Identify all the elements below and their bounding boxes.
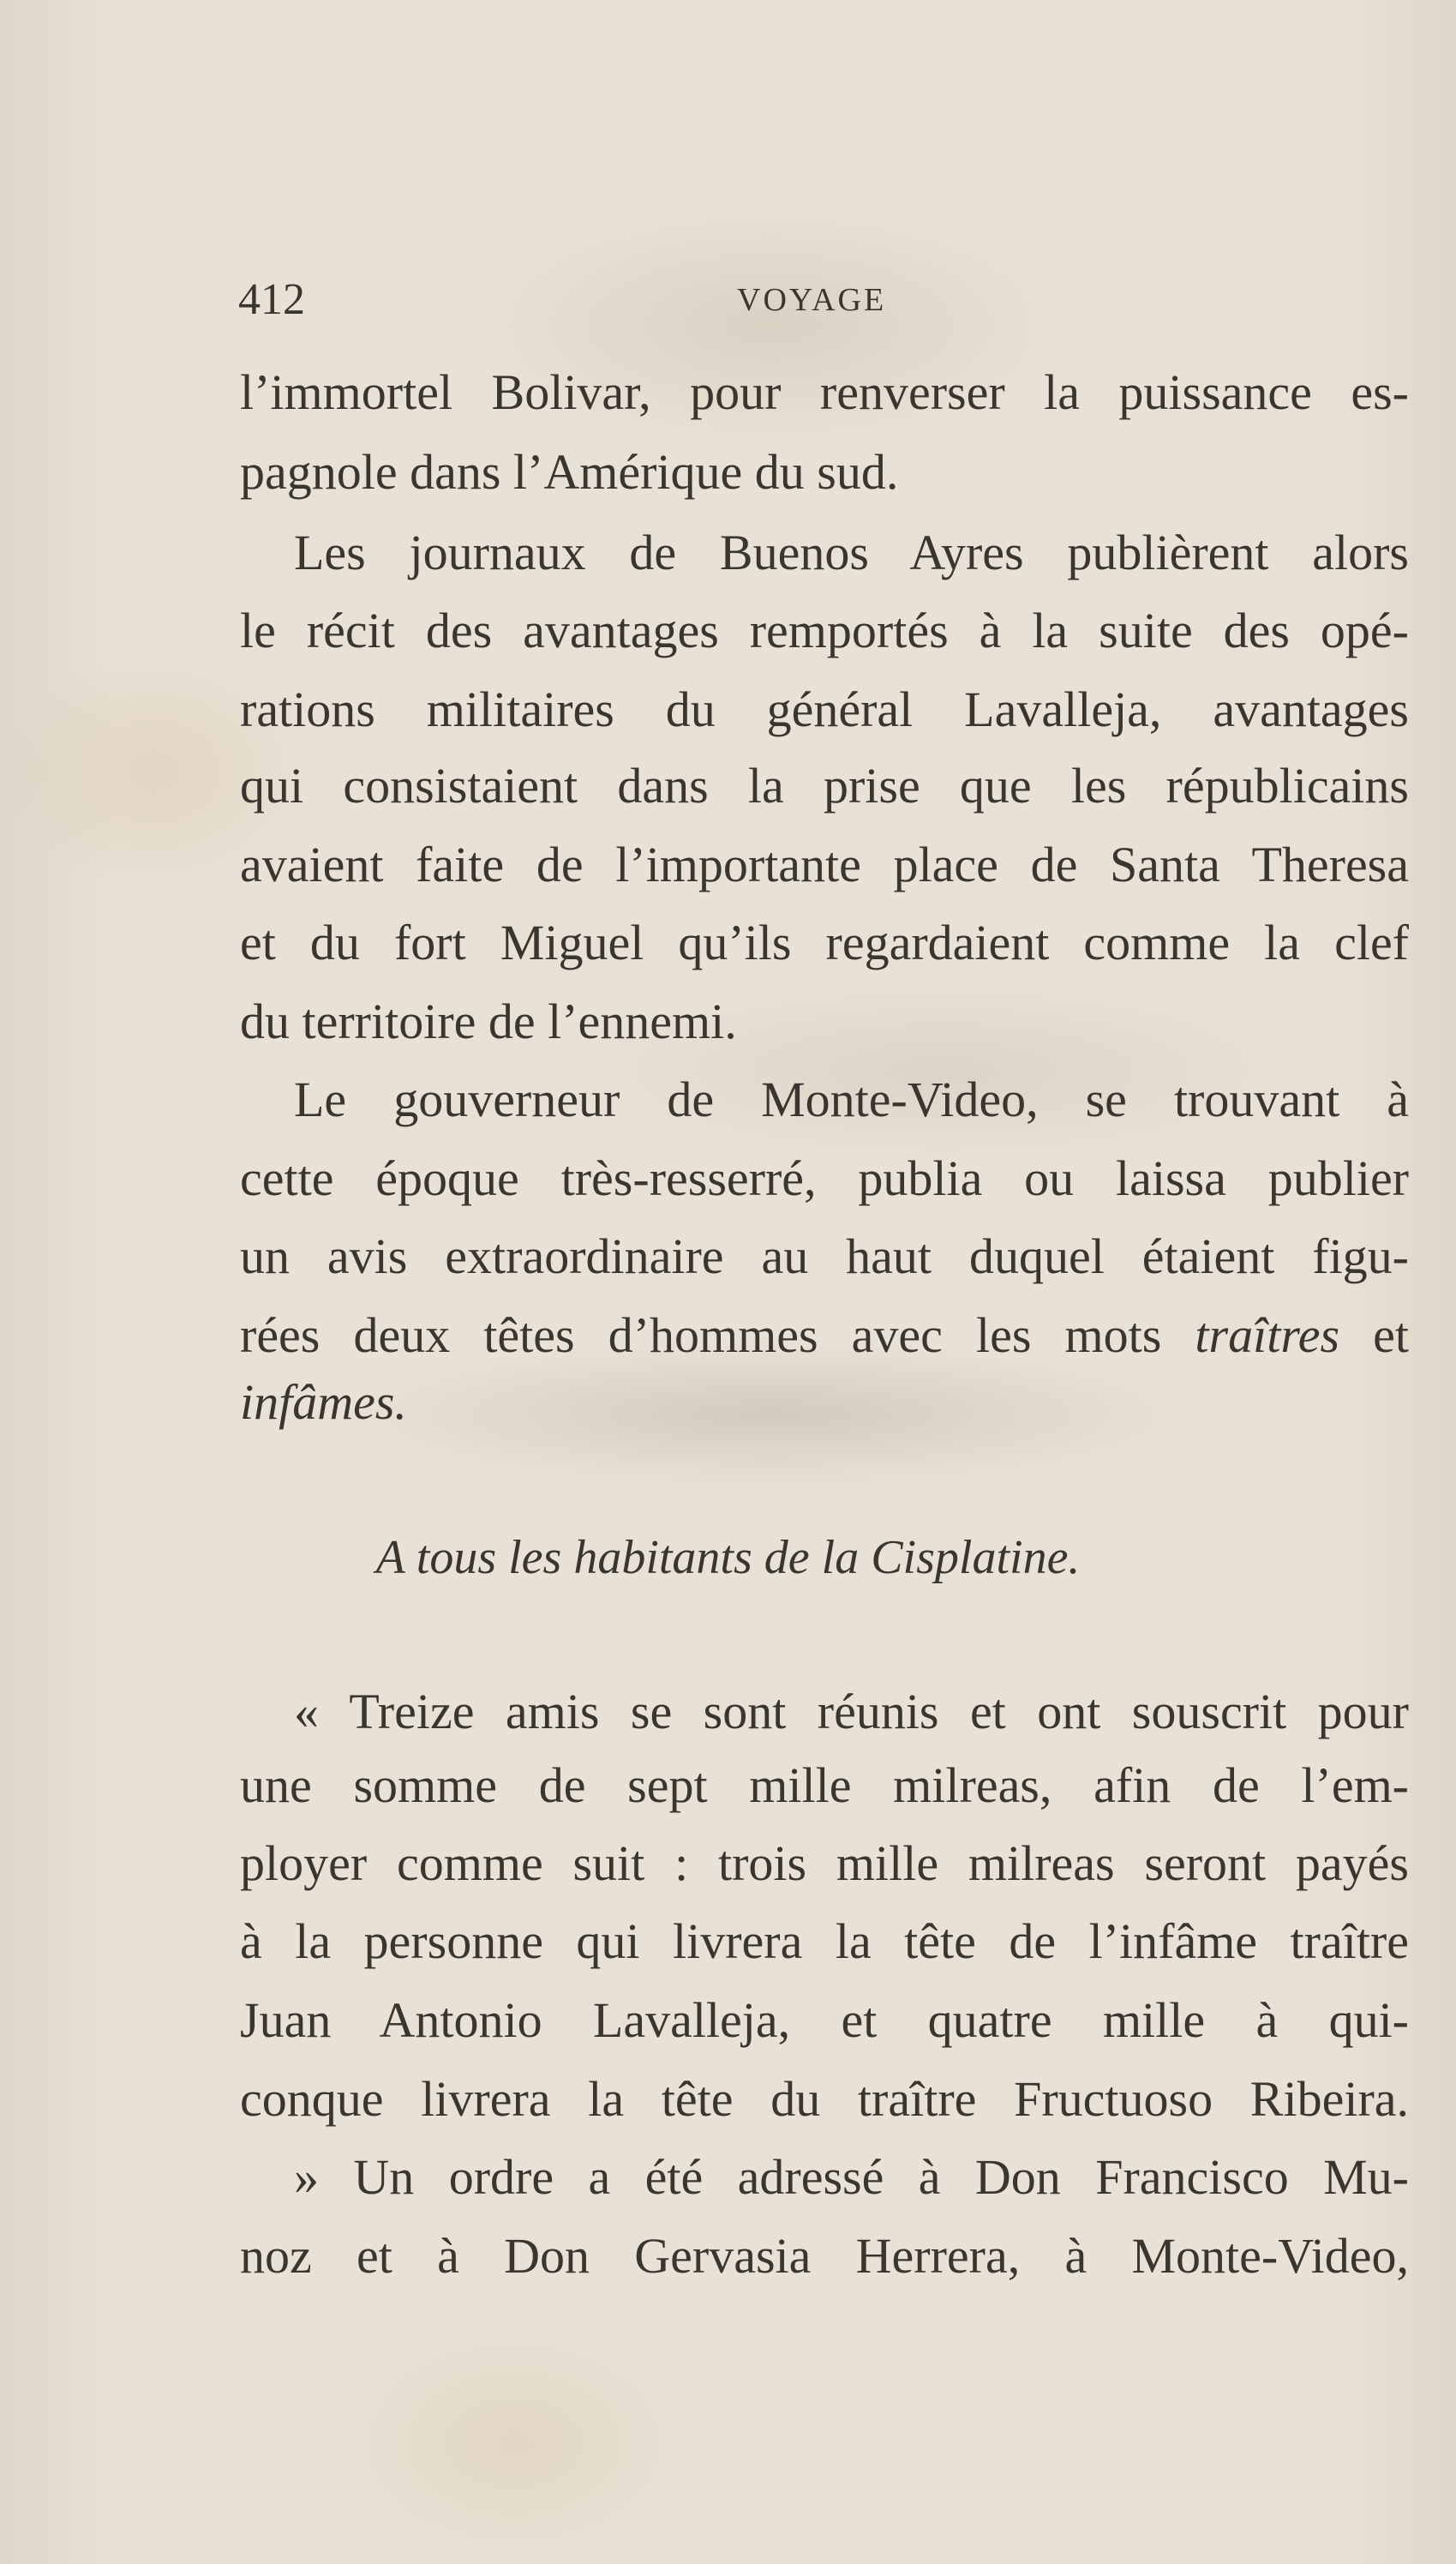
text-line: le récit des avantages remportés à la suite des opé- [240, 603, 1409, 658]
italic-word: traîtres [1195, 1307, 1340, 1363]
quote-line: Juan Antonio Lavalleja, et quatre mille à qui- [240, 1992, 1409, 2048]
text-line: avaient faite de l’importante place de Santa Theresa [240, 837, 1409, 892]
text-line: et du fort Miguel qu’ils regardaient comme la clef [240, 915, 1409, 970]
text-line: qui consistaient dans la prise que les républicains [240, 758, 1409, 814]
quote-line: » Un ordre a été adressé à Don Francisco Mu- [294, 2149, 1409, 2205]
text-span: rées deux têtes d’hommes avec les mots [240, 1307, 1162, 1363]
text-line: du territoire de l’ennemi. [240, 994, 737, 1049]
quote-line: ployer comme suit : trois mille milreas seront payés [240, 1835, 1409, 1891]
quote-line: noz et à Don Gervasia Herrera, à Monte-Video, [240, 2228, 1409, 2284]
quote-line: une somme de sept mille milreas, afin de l’em- [240, 1757, 1409, 1813]
quote-line: conque livrera la tête du traître Fructuoso Ribeira. [240, 2071, 1409, 2127]
text-line: un avis extraordinaire au haut duquel étaient figu- [240, 1228, 1409, 1284]
text-line: pagnole dans l’Amérique du sud. [240, 444, 899, 500]
text-line: rations militaires du général Lavalleja, avantages [240, 682, 1409, 737]
text-line: l’immortel Bolivar, pour renverser la puissance es- [240, 364, 1409, 420]
quote-line: à la personne qui livrera la tête de l’infâme traître [240, 1913, 1409, 1969]
section-heading: A tous les habitants de la Cisplatine. [375, 1531, 1081, 1584]
page-number: 412 [238, 275, 305, 324]
text-span: et [1373, 1307, 1410, 1363]
quote-line: « Treize amis se sont réunis et ont souscrit pour [294, 1684, 1409, 1739]
running-head: VOYAGE [737, 282, 887, 318]
text-line: Les journaux de Buenos Ayres publièrent alors [294, 525, 1409, 580]
text-line: cette époque très-resserré, publia ou laissa publier [240, 1150, 1409, 1206]
text-line: Le gouverneur de Monte-Video, se trouvant à [294, 1072, 1409, 1127]
text-line: infâmes. [240, 1374, 407, 1430]
